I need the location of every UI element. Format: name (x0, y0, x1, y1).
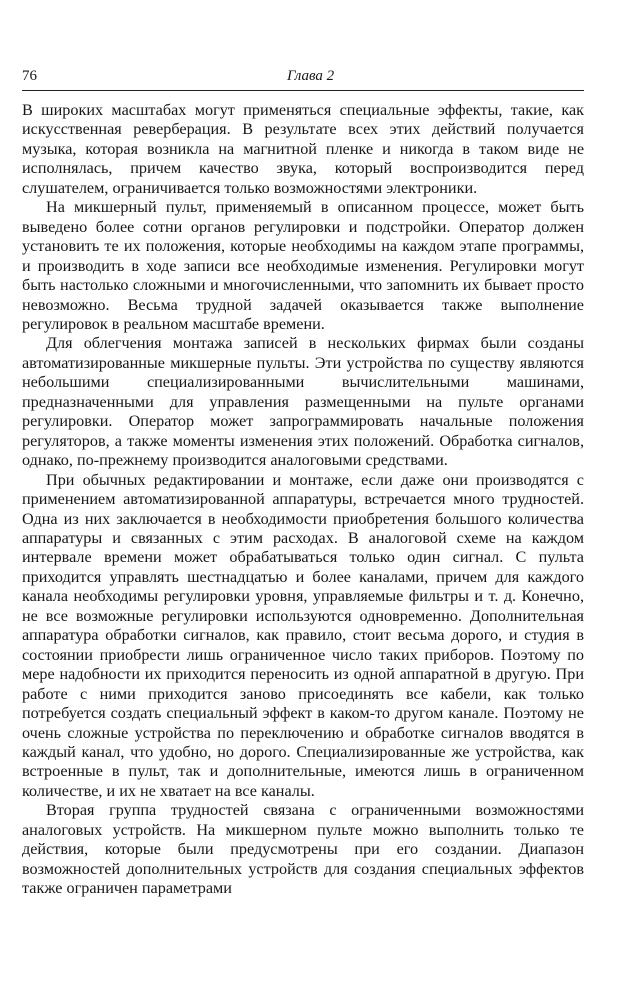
paragraph: Для облегчения монтажа записей в нескольких фирмах были созданы автоматизированные микшерные пульты. Эти устройства по существу являются небольшими специализированными вычислительными машинами, предназначенными для управления размещенными на пульте органами регулировки. Оператор может запрограммировать начальные положения регуляторов, а также моменты изменения этих положений. Обработка сигналов, однако, по-прежнему производится аналоговыми средствами. (22, 334, 584, 470)
running-title: Глава 2 (287, 68, 335, 84)
paragraph: При обычных редактировании и монтаже, если даже они производятся с применением автоматизированной аппаратуры, встречается много трудностей. Одна из них заключается в необходимости приобретения большого количества аппаратуры и связанных с этим расходах. В аналоговой схеме на каждом интервале времени может обрабатываться только один сигнал. С пульта приходится управлять шестнадцатью и более каналами, причем для каждого канала необходимы регулировки уровня, управляемые фильтры и т. д. Конечно, не все возможные регулировки используются одновременно. Дополнительная аппаратура обработки сигналов, как правило, стоит весьма дорого, и студия в состоянии приобрести лишь ограниченное число таких приборов. Поэтому по мере надобности их приходится переносить из одной аппаратной в другую. При работе с ними приходится заново присоединять все кабели, как только потребуется создать специальный эффект в каком-то другом канале. Поэтому не очень сложные устройства по переключению и обработке сигналов вводятся в каждый канал, что удобно, но дорого. Специализированные же устройства, как встроенные в пульт, так и дополнительные, имеются лишь в ограниченном количестве, и их не хватает на все каналы. (22, 470, 584, 800)
body-text (22, 101, 584, 899)
paragraph: В широких масштабах могут применяться специальные эффекты, такие, как искусственная реверберация. В результате всех этих действий получается музыка, которая возникла на магнитной пленке и никогда в таком виде не исполнялась, причем качество звука, который воспроизводится перед слушателем, ограничивается только возможностями электроники. (22, 101, 584, 197)
book-page (22, 64, 584, 899)
paragraph: На микшерный пульт, применяемый в описанном процессе, может быть выведено более сотни органов регулировки и подстройки. Оператор должен установить те их положения, которые необходимы на каждом этапе программы, и производить в ходе записи все необходимые изменения. Регулировки могут быть настолько сложными и многочисленными, что запомнить их бывает просто невозможно. Весьма трудной задачей оказывается также выполнение регулировок в реальном масштабе времени. (22, 198, 584, 333)
paragraph: Вторая группа трудностей связана с ограниченными возможностями аналоговых устройств. На микшерном пульте можно выполнить только те действия, которые были предусмотрены при его создании. Диапазон возможностей дополнительных устройств для создания специальных эффектов также ограничен параметрами (22, 801, 584, 898)
header-rule (22, 90, 584, 91)
page-header (22, 64, 584, 88)
page-number: 76 (22, 68, 37, 84)
